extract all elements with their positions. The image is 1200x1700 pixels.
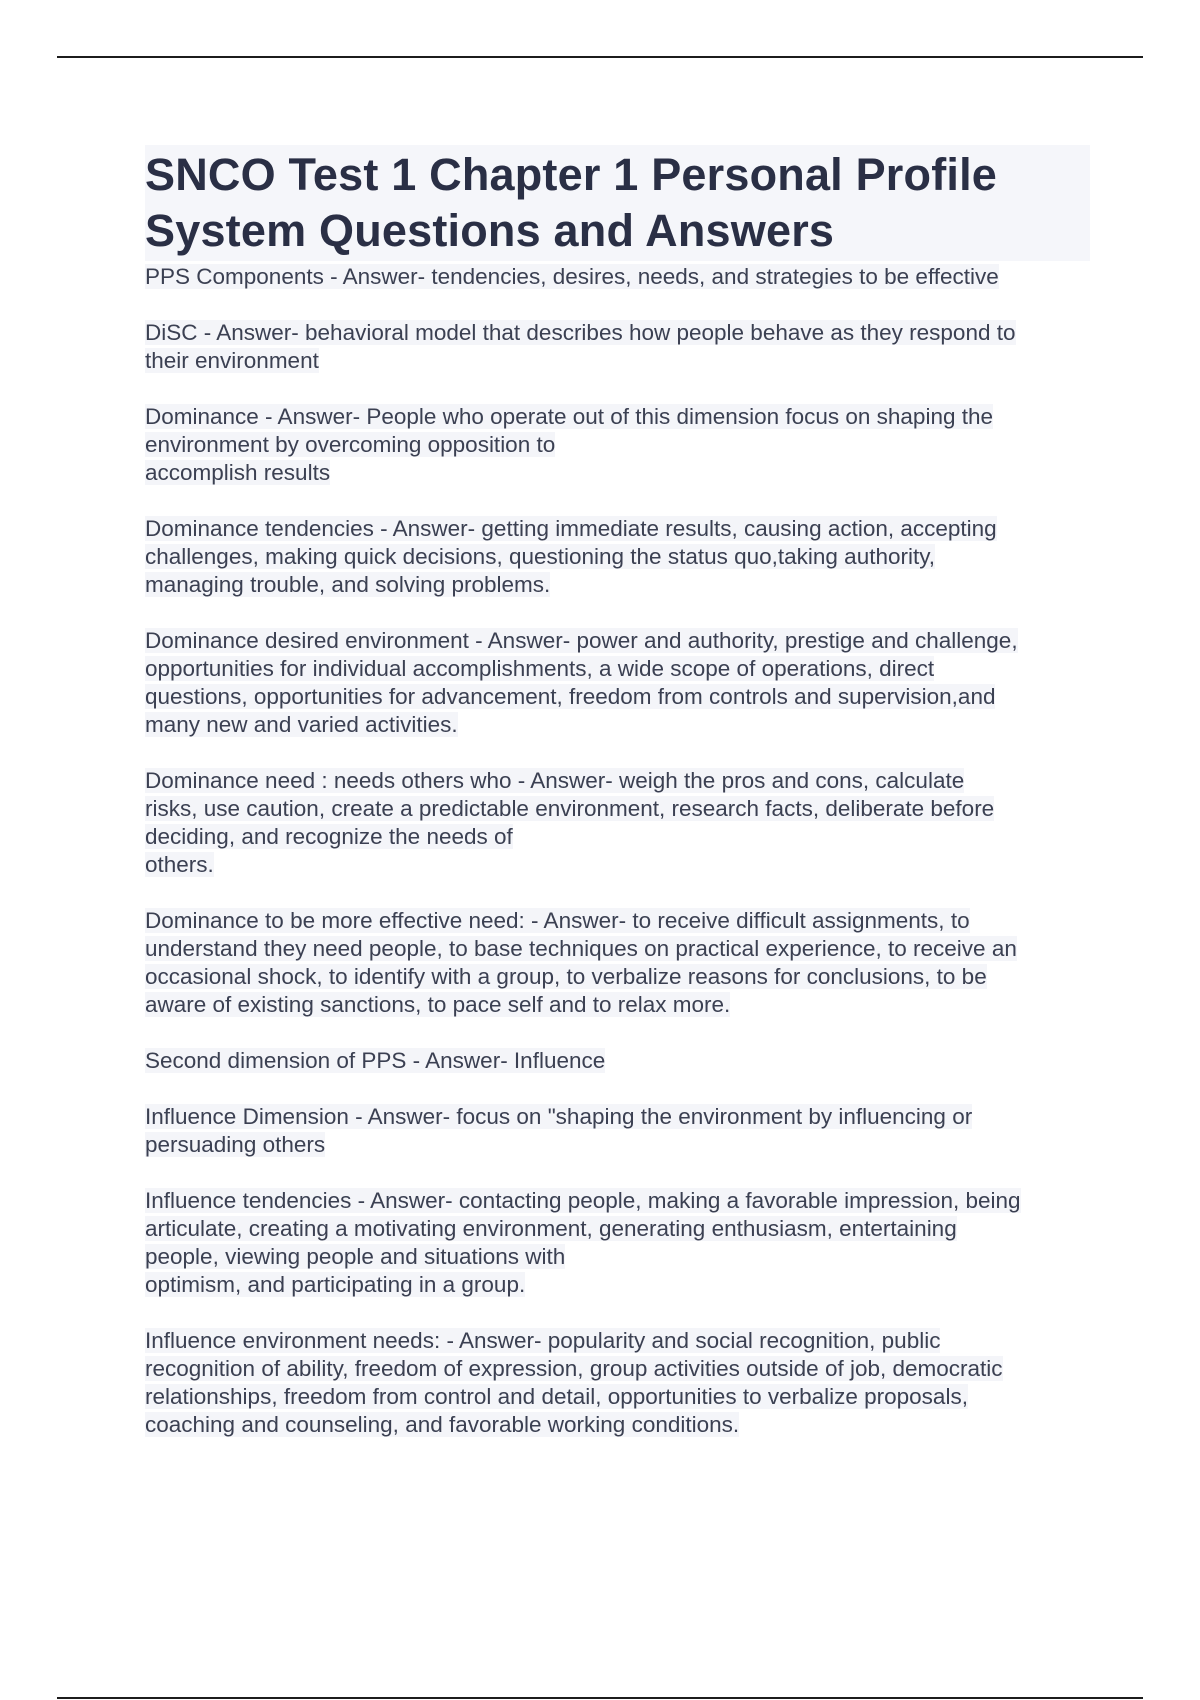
qa-line: environment by overcoming opposition to: [145, 432, 556, 457]
qa-line: others.: [145, 852, 214, 877]
qa-line: aware of existing sanctions, to pace self and to relax more.: [145, 992, 731, 1017]
qa-line: relationships, freedom from control and detail, opportunities to verbalize proposals,: [145, 1384, 968, 1409]
qa-line: recognition of ability, freedom of expression, group activities outside of job, democratic: [145, 1356, 1003, 1381]
qa-item: [145, 1327, 1090, 1439]
qa-line: Dominance desired environment - Answer- power and authority, prestige and challenge,: [145, 628, 1018, 653]
qa-line: Influence Dimension - Answer- focus on "shaping the environment by influencing or: [145, 1104, 973, 1129]
title-block: [145, 145, 1090, 261]
qa-list: [145, 263, 1090, 1439]
qa-line: Dominance to be more effective need: - Answer- to receive difficult assignments, to: [145, 908, 970, 933]
qa-line: many new and varied activities.: [145, 712, 458, 737]
bottom-rule: [57, 1697, 1143, 1699]
qa-line: deciding, and recognize the needs of: [145, 824, 513, 849]
qa-line: opportunities for individual accomplishments, a wide scope of operations, direct: [145, 656, 935, 681]
qa-item: [145, 1047, 1090, 1075]
qa-line: challenges, making quick decisions, questioning the status quo,taking authority,: [145, 544, 936, 569]
qa-line: people, viewing people and situations with: [145, 1244, 566, 1269]
page-title: [145, 147, 1086, 259]
qa-line: Dominance tendencies - Answer- getting immediate results, causing action, accepting: [145, 516, 997, 541]
qa-line: optimism, and participating in a group.: [145, 1272, 526, 1297]
qa-line: understand they need people, to base techniques on practical experience, to receive an: [145, 936, 1017, 961]
qa-line: Dominance - Answer- People who operate out of this dimension focus on shaping the: [145, 404, 994, 429]
qa-line: persuading others: [145, 1132, 326, 1157]
qa-line: Influence tendencies - Answer- contacting people, making a favorable impression, being: [145, 1188, 1021, 1213]
top-rule: [57, 56, 1143, 58]
qa-item: [145, 627, 1090, 739]
qa-line: coaching and counseling, and favorable working conditions.: [145, 1412, 740, 1437]
qa-line: Influence environment needs: - Answer- popularity and social recognition, public: [145, 1328, 941, 1353]
qa-item: [145, 515, 1090, 599]
qa-line: Second dimension of PPS - Answer- Influence: [145, 1048, 606, 1073]
qa-line: their environment: [145, 348, 319, 373]
qa-item: [145, 1103, 1090, 1159]
qa-line: articulate, creating a motivating environment, generating enthusiasm, entertaining: [145, 1216, 957, 1241]
qa-line: PPS Components - Answer- tendencies, desires, needs, and strategies to be effective: [145, 264, 999, 289]
qa-item: [145, 767, 1090, 879]
qa-line: risks, use caution, create a predictable environment, research facts, deliberate before: [145, 796, 995, 821]
qa-item: [145, 907, 1090, 1019]
qa-line: accomplish results: [145, 460, 331, 485]
title-line-1: SNCO Test 1 Chapter 1 Personal Profile: [145, 149, 998, 200]
qa-item: [145, 403, 1090, 487]
qa-line: occasional shock, to identify with a group, to verbalize reasons for conclusions, to be: [145, 964, 987, 989]
title-line-2: System Questions and Answers: [145, 205, 835, 256]
qa-line: DiSC - Answer- behavioral model that describes how people behave as they respond to: [145, 320, 1016, 345]
qa-line: Dominance need : needs others who - Answer- weigh the pros and cons, calculate: [145, 768, 965, 793]
qa-line: managing trouble, and solving problems.: [145, 572, 551, 597]
qa-item: [145, 1187, 1090, 1299]
qa-item: [145, 319, 1090, 375]
qa-line: questions, opportunities for advancement, freedom from controls and supervision,and: [145, 684, 996, 709]
page-content: [145, 145, 1090, 1467]
qa-item: [145, 263, 1090, 291]
